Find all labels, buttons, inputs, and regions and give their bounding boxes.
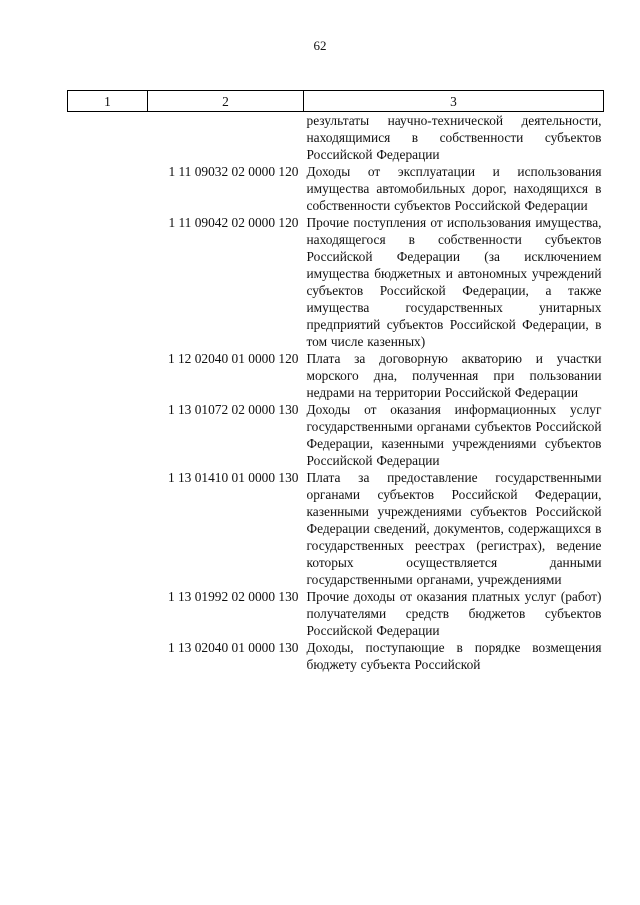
table-row — [68, 163, 604, 214]
income-code: 1 13 02040 01 0000 130 — [167, 640, 299, 655]
row-blank-cell — [68, 214, 148, 350]
income-description: Доходы от оказания информационных услуг государственными органами субъектов Российской Федерации, казенными учреждениями субъектов Российской Федерации — [306, 402, 602, 468]
row-blank-cell — [68, 112, 148, 164]
table-row — [68, 401, 604, 469]
row-blank-cell — [68, 588, 148, 639]
income-description: Доходы, поступающие в порядке возмещения бюджету субъекта Российской — [306, 640, 602, 672]
income-description: Доходы от эксплуатации и использования имущества автомобильных дорог, находящихся в собственности субъектов Российской Федерации — [306, 164, 602, 213]
column-header-1: 1 — [68, 91, 148, 112]
row-blank-cell — [68, 163, 148, 214]
income-description: Плата за предоставление государственными органами субъектов Российской Федерации, казенными учреждениями субъектов Российской Федерации сведений, документов, содержащихся в государственных реестрах (регистрах), ведение которых осуществляется данными государственными органами, учреждениями — [306, 470, 602, 587]
row-blank-cell — [68, 469, 148, 588]
income-description: Плата за договорную акваторию и участки морского дна, полученная при пользовании недрами на территории Российской Федерации — [306, 351, 602, 400]
income-code: 1 13 01992 02 0000 130 — [167, 589, 299, 604]
income-code: 1 13 01072 02 0000 130 — [167, 402, 299, 417]
table-row — [68, 214, 604, 350]
table-row — [68, 469, 604, 588]
income-codes-table — [67, 90, 604, 673]
column-header-3: 3 — [304, 91, 604, 112]
table-row — [68, 350, 604, 401]
table-header-row — [68, 91, 604, 112]
income-code: 1 13 01410 01 0000 130 — [167, 470, 299, 485]
page-number: 62 — [313, 38, 327, 53]
income-description: Прочие поступления от использования имущества, находящегося в собственности субъектов Российской Федерации (за исключением имущества бюджетных и автономных учреждений субъектов Российской Федерации, а также имущества государственных унитарных предприятий субъектов Российской Федерации, в том числе казенных) — [306, 215, 602, 349]
column-header-2: 2 — [148, 91, 304, 112]
row-blank-cell — [68, 350, 148, 401]
row-blank-cell — [68, 639, 148, 673]
income-description: Прочие доходы от оказания платных услуг (работ) получателями средств бюджетов субъектов Российской Федерации — [306, 589, 602, 638]
income-description: результаты научно-технической деятельности, находящимися в собственности субъектов Российской Федерации — [306, 113, 602, 162]
table-row — [68, 588, 604, 639]
income-code: 1 11 09032 02 0000 120 — [168, 164, 299, 179]
table-row — [68, 112, 604, 164]
table-row — [68, 639, 604, 673]
income-code — [148, 112, 304, 164]
row-blank-cell — [68, 401, 148, 469]
income-code: 1 12 02040 01 0000 120 — [167, 351, 299, 366]
income-code: 1 11 09042 02 0000 120 — [168, 215, 299, 230]
